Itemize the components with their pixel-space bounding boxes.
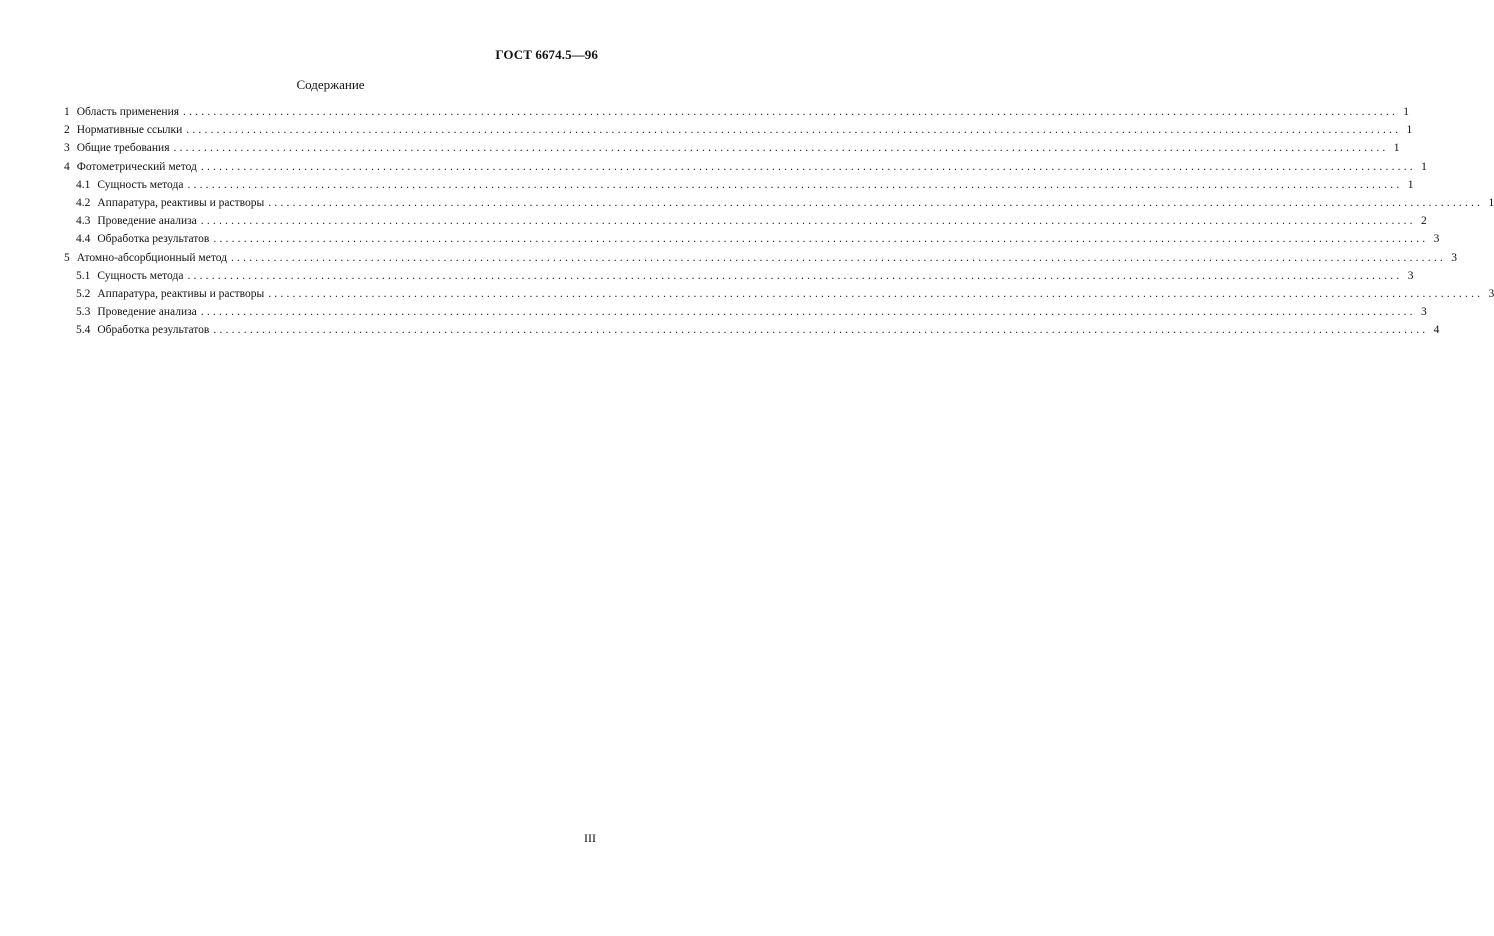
- toc-entry-5-2[interactable]: [64, 285, 1494, 303]
- toc-title: Содержание: [296, 77, 365, 92]
- dot-leader: ........................................................................................................................................................................................................: [213, 233, 1429, 246]
- dot-leader: ........................................................................................................................................................................................................: [268, 196, 1484, 209]
- toc-entry-page: 3: [1488, 287, 1494, 300]
- toc-entry-title: Общие требования: [76, 142, 170, 155]
- toc-entry-page: 1: [1407, 178, 1414, 191]
- toc-entry-1[interactable]: [64, 103, 1410, 121]
- toc-entry-5[interactable]: [64, 249, 1457, 267]
- toc-entry-5-4[interactable]: [64, 321, 1440, 339]
- toc-entry-page: 1: [1488, 196, 1494, 209]
- toc-entry-4-2[interactable]: [64, 194, 1494, 212]
- dot-leader: ........................................................................................................................................................................................................: [183, 106, 1399, 118]
- toc-entry-page: 3: [1421, 306, 1427, 319]
- dot-leader: ........................................................................................................................................................................................................: [268, 287, 1484, 300]
- toc-entry-5-1[interactable]: [64, 267, 1414, 285]
- dot-leader: ........................................................................................................................................................................................................: [173, 142, 1389, 155]
- toc-entry-title: Обработка результатов: [97, 233, 210, 246]
- toc-entry-number: 4.2: [76, 196, 91, 209]
- dot-leader: ........................................................................................................................................................................................................: [213, 324, 1429, 337]
- dot-leader: ........................................................................................................................................................................................................: [200, 215, 1416, 228]
- dot-leader: ........................................................................................................................................................................................................: [200, 306, 1416, 319]
- toc-entry-number: 4: [64, 160, 70, 173]
- toc-entry-number: 5.1: [76, 269, 91, 282]
- toc-entry-number: 4.4: [76, 233, 91, 246]
- toc-entry-number: 1: [64, 106, 70, 118]
- toc-entry-page: 2: [1421, 215, 1427, 228]
- toc-entry-title: Нормативные ссылки: [76, 124, 183, 137]
- toc-entry-page: 3: [1407, 269, 1414, 282]
- toc-entry-title: Аппаратура, реактивы и растворы: [97, 196, 265, 209]
- toc-entry-page: 1: [1393, 142, 1400, 155]
- toc-entry-title: Область применения: [76, 106, 180, 118]
- dot-leader: ........................................................................................................................................................................................................: [230, 251, 1446, 264]
- dot-leader: ........................................................................................................................................................................................................: [187, 178, 1403, 191]
- toc-entry-title: Атомно-абсорбционный метод: [76, 251, 227, 264]
- toc-entry-number: 5.4: [76, 324, 91, 337]
- toc-entry-number: 5.3: [76, 306, 91, 319]
- toc-entry-number: 4.1: [76, 178, 91, 191]
- toc-entry-3[interactable]: [64, 139, 1400, 157]
- toc-entry-number: 5.2: [76, 287, 91, 300]
- dot-leader: ........................................................................................................................................................................................................: [186, 124, 1402, 137]
- toc-entry-page: 1: [1403, 106, 1410, 118]
- toc-entry-4-4[interactable]: [64, 230, 1440, 248]
- toc-entry-page: 4: [1433, 324, 1440, 337]
- document-code: ГОСТ 6674.5—96: [495, 47, 598, 62]
- toc-entry-number: 4.3: [76, 215, 91, 228]
- toc-entry-4[interactable]: [64, 158, 1427, 176]
- toc-entry-page: 3: [1433, 233, 1440, 246]
- toc-entry-page: 3: [1451, 251, 1457, 264]
- page-number: III: [584, 831, 596, 845]
- toc-entry-page: 1: [1406, 124, 1413, 137]
- toc-entry-title: Аппаратура, реактивы и растворы: [97, 287, 265, 300]
- toc-entry-title: Фотометрический метод: [76, 160, 197, 173]
- table-of-contents: [64, 103, 1494, 339]
- toc-entry-4-1[interactable]: [64, 176, 1414, 194]
- toc-entry-5-3[interactable]: [64, 303, 1427, 321]
- toc-entry-title: Сущность метода: [97, 269, 184, 282]
- dot-leader: ........................................................................................................................................................................................................: [187, 269, 1403, 282]
- toc-entry-title: Проведение анализа: [97, 215, 197, 228]
- toc-entry-number: 3: [64, 142, 70, 155]
- toc-entry-number: 2: [64, 124, 70, 137]
- toc-entry-title: Обработка результатов: [97, 324, 210, 337]
- toc-entry-4-3[interactable]: [64, 212, 1427, 230]
- toc-entry-number: 5: [64, 251, 70, 264]
- dot-leader: ........................................................................................................................................................................................................: [200, 160, 1416, 173]
- toc-entry-page: 1: [1421, 160, 1427, 173]
- toc-entry-title: Сущность метода: [97, 178, 184, 191]
- toc-entry-title: Проведение анализа: [97, 306, 197, 319]
- toc-entry-2[interactable]: [64, 121, 1413, 139]
